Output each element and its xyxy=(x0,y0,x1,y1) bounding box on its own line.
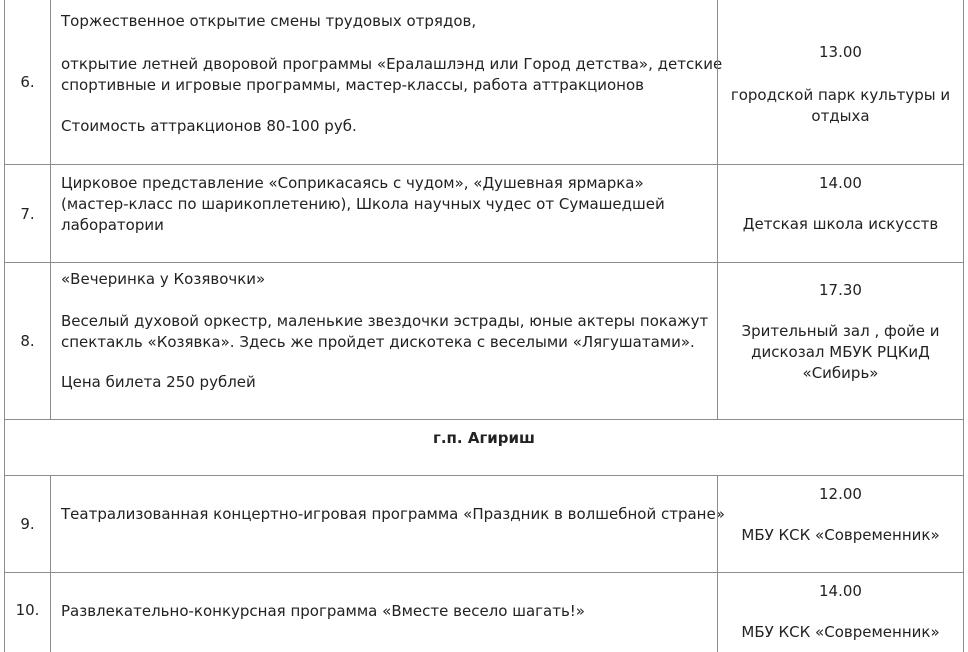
description-line: спортивные и игровые программы, мастер-классы, работа аттракционов xyxy=(61,76,644,94)
event-description xyxy=(50,0,723,164)
description-line: Торжественное открытие смены трудовых отрядов, xyxy=(61,12,477,30)
event-time-place xyxy=(717,263,964,419)
row-number xyxy=(4,165,50,262)
event-time-place xyxy=(717,476,964,572)
row-number-text: 6. xyxy=(20,72,35,91)
event-time: 12.00 xyxy=(819,485,862,503)
section-cell xyxy=(4,420,964,475)
table-row xyxy=(4,0,964,164)
description-line: Цена билета 250 рублей xyxy=(61,373,256,391)
event-place-line: городской парк культуры и xyxy=(730,86,951,104)
table-row xyxy=(4,164,964,262)
event-time: 13.00 xyxy=(819,43,862,61)
event-place-line: МБУ КСК «Современник» xyxy=(741,623,940,641)
section-row xyxy=(4,419,964,475)
table-row xyxy=(4,572,964,652)
row-number xyxy=(4,0,50,164)
event-place-line: МБУ КСК «Современник» xyxy=(741,526,940,544)
description-line: Театрализованная концертно-игровая программа «Праздник в волшебной стране» xyxy=(61,505,725,523)
event-description xyxy=(50,476,725,572)
description-line: лаборатории xyxy=(61,216,164,234)
description-line: открытие летней дворовой программы «Ералашлэнд или Город детства», детские xyxy=(61,55,723,73)
event-description xyxy=(50,165,717,262)
row-number xyxy=(4,263,50,419)
event-description xyxy=(50,573,717,652)
row-number-text: 10. xyxy=(15,601,40,619)
event-description xyxy=(50,263,717,419)
description-line: «Вечеринка у Козявочки» xyxy=(61,270,266,288)
event-place-line: «Сибирь» xyxy=(802,364,879,382)
event-time-place xyxy=(717,573,964,652)
description-line: Цирковое представление «Соприкасаясь с чудом», «Душевная ярмарка» xyxy=(61,174,644,192)
event-time-place xyxy=(717,165,964,262)
description-line: Веселый духовой оркестр, маленькие звездочки эстрады, юные актеры покажут xyxy=(61,312,709,330)
event-place-line: Детская школа искусств xyxy=(742,215,939,233)
table-row xyxy=(4,475,964,572)
row-number xyxy=(4,573,50,652)
section-title: г.п. Агириш xyxy=(433,429,535,447)
description-line: Развлекательно-конкурсная программа «Вместе весело шагать!» xyxy=(61,602,585,620)
description-line: (мастер-класс по шарикоплетению), Школа научных чудес от Сумашедшей xyxy=(61,195,665,213)
event-place-line: отдыха xyxy=(811,107,870,125)
description-line: Стоимость аттракционов 80-100 руб. xyxy=(61,117,357,135)
table-row xyxy=(4,262,964,419)
event-time: 14.00 xyxy=(819,582,862,600)
event-time-place xyxy=(717,0,964,164)
row-number-text: 9. xyxy=(20,515,35,533)
row-number xyxy=(4,476,50,572)
description-line: спектакль «Козявка». Здесь же пройдет дискотека с веселыми «Лягушатами». xyxy=(61,333,695,351)
row-number-text: 7. xyxy=(20,204,35,223)
row-number-text: 8. xyxy=(20,332,35,350)
event-place-line: Зрительный зал , фойе и xyxy=(741,322,940,340)
event-time: 14.00 xyxy=(819,174,862,192)
event-place-line: дискозал МБУК РЦКиД xyxy=(751,343,930,361)
event-time: 17.30 xyxy=(819,281,862,299)
